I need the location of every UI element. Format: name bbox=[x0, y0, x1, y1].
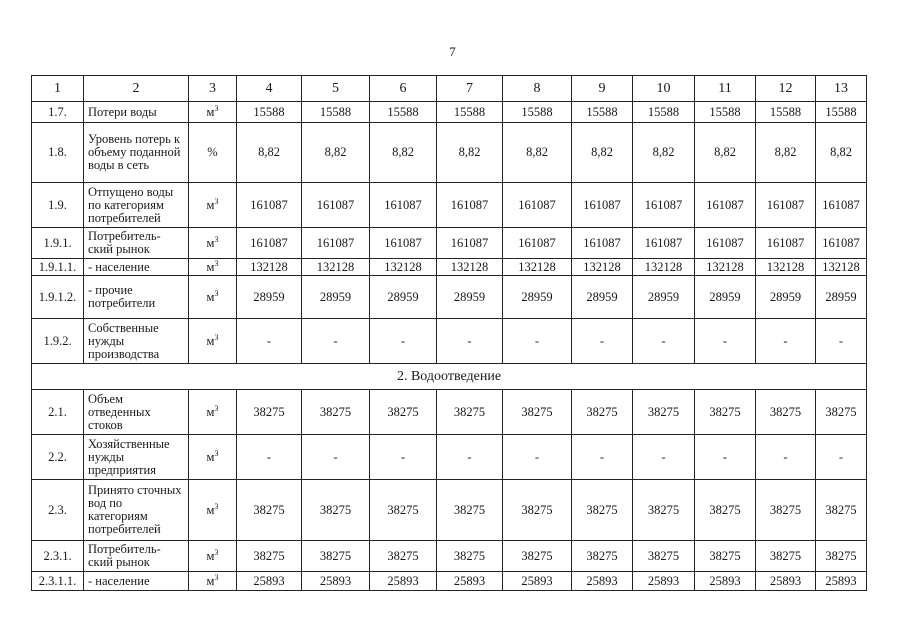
value-cell: 161087 bbox=[237, 183, 302, 228]
row-unit bbox=[189, 390, 237, 435]
value-cell: - bbox=[302, 435, 370, 480]
row-name: Отпущено воды по категориям потребителей bbox=[84, 183, 189, 228]
value-cell: 161087 bbox=[302, 228, 370, 259]
value-cell: 161087 bbox=[633, 183, 695, 228]
value-cell: 38275 bbox=[370, 390, 437, 435]
unit-text: м bbox=[206, 289, 215, 304]
value-cell: - bbox=[437, 319, 503, 364]
unit-text: м bbox=[206, 548, 215, 563]
section-row bbox=[32, 364, 867, 390]
value-cell: 38275 bbox=[572, 541, 633, 572]
value-cell: 132128 bbox=[437, 259, 503, 276]
value-cell: 8,82 bbox=[695, 123, 756, 183]
row-unit bbox=[189, 123, 237, 183]
row-number: 1.7. bbox=[32, 102, 84, 123]
table-body bbox=[32, 76, 867, 591]
value-cell: 132128 bbox=[816, 259, 867, 276]
value-cell: - bbox=[695, 435, 756, 480]
value-cell: 132128 bbox=[756, 259, 816, 276]
value-cell: 15588 bbox=[816, 102, 867, 123]
value-cell: 25893 bbox=[572, 572, 633, 591]
unit-text: % bbox=[207, 145, 218, 159]
value-cell: - bbox=[237, 319, 302, 364]
value-cell: 132128 bbox=[695, 259, 756, 276]
value-cell: 38275 bbox=[633, 390, 695, 435]
value-cell: 8,82 bbox=[572, 123, 633, 183]
value-cell: 38275 bbox=[437, 541, 503, 572]
row-number: 2.3. bbox=[32, 480, 84, 541]
value-cell: 25893 bbox=[237, 572, 302, 591]
row-name: - население bbox=[84, 259, 189, 276]
value-cell: 28959 bbox=[695, 276, 756, 319]
value-cell: 38275 bbox=[695, 390, 756, 435]
value-cell: 161087 bbox=[756, 228, 816, 259]
value-cell: 161087 bbox=[756, 183, 816, 228]
value-cell: 38275 bbox=[633, 480, 695, 541]
value-cell: 161087 bbox=[370, 183, 437, 228]
value-cell: 38275 bbox=[816, 541, 867, 572]
row-number: 1.9.2. bbox=[32, 319, 84, 364]
value-cell: 132128 bbox=[633, 259, 695, 276]
value-cell: - bbox=[302, 319, 370, 364]
value-cell: - bbox=[237, 435, 302, 480]
value-cell: 15588 bbox=[695, 102, 756, 123]
table-row bbox=[32, 390, 867, 435]
value-cell: - bbox=[816, 319, 867, 364]
value-cell: 28959 bbox=[572, 276, 633, 319]
value-cell: 161087 bbox=[633, 228, 695, 259]
column-header: 10 bbox=[633, 76, 695, 102]
value-cell: 28959 bbox=[437, 276, 503, 319]
value-cell: 38275 bbox=[503, 480, 572, 541]
value-cell: 38275 bbox=[370, 480, 437, 541]
value-cell: 38275 bbox=[302, 541, 370, 572]
unit-superscript: 3 bbox=[214, 572, 219, 582]
value-cell: 15588 bbox=[633, 102, 695, 123]
unit-superscript: 3 bbox=[214, 403, 219, 413]
value-cell: - bbox=[437, 435, 503, 480]
value-cell: 25893 bbox=[437, 572, 503, 591]
value-cell: 25893 bbox=[302, 572, 370, 591]
value-cell: 38275 bbox=[816, 480, 867, 541]
table-row bbox=[32, 228, 867, 259]
row-unit bbox=[189, 276, 237, 319]
page-number: 7 bbox=[449, 44, 456, 59]
unit-superscript: 3 bbox=[214, 547, 219, 557]
unit-text: м bbox=[206, 449, 215, 464]
value-cell: 25893 bbox=[370, 572, 437, 591]
column-header: 1 bbox=[32, 76, 84, 102]
value-cell: 28959 bbox=[370, 276, 437, 319]
row-unit bbox=[189, 480, 237, 541]
header-row bbox=[32, 76, 867, 102]
unit-text: м bbox=[206, 502, 215, 517]
value-cell: 161087 bbox=[503, 183, 572, 228]
row-name: Уровень потерь к объему поданной воды в сеть bbox=[84, 123, 189, 183]
row-name: Потери воды bbox=[84, 102, 189, 123]
value-cell: 28959 bbox=[756, 276, 816, 319]
row-number: 1.9.1.1. bbox=[32, 259, 84, 276]
unit-superscript: 3 bbox=[214, 288, 219, 298]
value-cell: 38275 bbox=[437, 390, 503, 435]
unit-superscript: 3 bbox=[214, 234, 219, 244]
value-cell: 25893 bbox=[756, 572, 816, 591]
column-header: 3 bbox=[189, 76, 237, 102]
table-row bbox=[32, 572, 867, 591]
row-number: 1.9.1. bbox=[32, 228, 84, 259]
value-cell: - bbox=[572, 319, 633, 364]
value-cell: 132128 bbox=[237, 259, 302, 276]
row-unit bbox=[189, 572, 237, 591]
value-cell: 38275 bbox=[503, 390, 572, 435]
row-name: - население bbox=[84, 572, 189, 591]
value-cell: 132128 bbox=[370, 259, 437, 276]
value-cell: 15588 bbox=[572, 102, 633, 123]
value-cell: - bbox=[756, 319, 816, 364]
value-cell: 38275 bbox=[572, 390, 633, 435]
value-cell: 25893 bbox=[503, 572, 572, 591]
column-header: 6 bbox=[370, 76, 437, 102]
value-cell: 38275 bbox=[503, 541, 572, 572]
value-cell: 161087 bbox=[695, 228, 756, 259]
row-number: 1.8. bbox=[32, 123, 84, 183]
row-name: Объем отведенных стоков bbox=[84, 390, 189, 435]
table-row bbox=[32, 276, 867, 319]
table-row bbox=[32, 480, 867, 541]
value-cell: 132128 bbox=[503, 259, 572, 276]
value-cell: 15588 bbox=[503, 102, 572, 123]
row-name: Потребитель-ский рынок bbox=[84, 228, 189, 259]
unit-text: м bbox=[206, 573, 215, 588]
value-cell: - bbox=[633, 319, 695, 364]
data-table bbox=[31, 75, 867, 591]
value-cell: 38275 bbox=[633, 541, 695, 572]
row-unit bbox=[189, 541, 237, 572]
value-cell: 38275 bbox=[437, 480, 503, 541]
table-row bbox=[32, 541, 867, 572]
row-unit bbox=[189, 102, 237, 123]
table-row bbox=[32, 183, 867, 228]
unit-text: м bbox=[206, 333, 215, 348]
value-cell: 161087 bbox=[370, 228, 437, 259]
value-cell: 28959 bbox=[816, 276, 867, 319]
value-cell: - bbox=[816, 435, 867, 480]
value-cell: 8,82 bbox=[302, 123, 370, 183]
column-header: 2 bbox=[84, 76, 189, 102]
value-cell: 132128 bbox=[572, 259, 633, 276]
value-cell: 38275 bbox=[756, 390, 816, 435]
value-cell: 15588 bbox=[437, 102, 503, 123]
value-cell: 38275 bbox=[302, 480, 370, 541]
value-cell: 38275 bbox=[756, 480, 816, 541]
value-cell: 15588 bbox=[302, 102, 370, 123]
row-number: 2.2. bbox=[32, 435, 84, 480]
unit-superscript: 3 bbox=[214, 448, 219, 458]
table-row bbox=[32, 435, 867, 480]
column-header: 4 bbox=[237, 76, 302, 102]
row-name: Принято сточных вод по категориям потребителей bbox=[84, 480, 189, 541]
value-cell: 161087 bbox=[437, 228, 503, 259]
row-name: Хозяйственные нужды предприятия bbox=[84, 435, 189, 480]
value-cell: 38275 bbox=[572, 480, 633, 541]
value-cell: 38275 bbox=[302, 390, 370, 435]
value-cell: 161087 bbox=[237, 228, 302, 259]
row-unit bbox=[189, 259, 237, 276]
table-row bbox=[32, 102, 867, 123]
row-unit bbox=[189, 183, 237, 228]
unit-text: м bbox=[206, 235, 215, 250]
value-cell: 28959 bbox=[633, 276, 695, 319]
row-unit bbox=[189, 435, 237, 480]
column-header: 13 bbox=[816, 76, 867, 102]
unit-superscript: 3 bbox=[214, 332, 219, 342]
value-cell: 25893 bbox=[695, 572, 756, 591]
column-header: 12 bbox=[756, 76, 816, 102]
unit-superscript: 3 bbox=[214, 258, 219, 268]
column-header: 7 bbox=[437, 76, 503, 102]
value-cell: 38275 bbox=[237, 390, 302, 435]
row-number: 2.1. bbox=[32, 390, 84, 435]
value-cell: 38275 bbox=[370, 541, 437, 572]
unit-text: м bbox=[206, 197, 215, 212]
row-number: 2.3.1.1. bbox=[32, 572, 84, 591]
value-cell: 15588 bbox=[370, 102, 437, 123]
value-cell: 28959 bbox=[503, 276, 572, 319]
value-cell: 161087 bbox=[816, 183, 867, 228]
row-unit bbox=[189, 228, 237, 259]
value-cell: 38275 bbox=[695, 480, 756, 541]
value-cell: 8,82 bbox=[437, 123, 503, 183]
value-cell: 25893 bbox=[633, 572, 695, 591]
value-cell: 161087 bbox=[572, 228, 633, 259]
row-number: 1.9.1.2. bbox=[32, 276, 84, 319]
value-cell: - bbox=[503, 435, 572, 480]
value-cell: 28959 bbox=[302, 276, 370, 319]
row-number: 1.9. bbox=[32, 183, 84, 228]
value-cell: 28959 bbox=[237, 276, 302, 319]
value-cell: 161087 bbox=[437, 183, 503, 228]
unit-superscript: 3 bbox=[214, 196, 219, 206]
value-cell: 161087 bbox=[572, 183, 633, 228]
value-cell: 38275 bbox=[695, 541, 756, 572]
value-cell: 38275 bbox=[756, 541, 816, 572]
value-cell: 132128 bbox=[302, 259, 370, 276]
table-row bbox=[32, 259, 867, 276]
value-cell: 161087 bbox=[503, 228, 572, 259]
value-cell: 161087 bbox=[302, 183, 370, 228]
value-cell: 38275 bbox=[237, 541, 302, 572]
value-cell: - bbox=[572, 435, 633, 480]
row-name: - прочие потребители bbox=[84, 276, 189, 319]
section-title: 2. Водоотведение bbox=[32, 364, 867, 390]
table-row bbox=[32, 123, 867, 183]
column-header: 8 bbox=[503, 76, 572, 102]
value-cell: - bbox=[503, 319, 572, 364]
value-cell: - bbox=[695, 319, 756, 364]
value-cell: 15588 bbox=[756, 102, 816, 123]
unit-text: м bbox=[206, 104, 215, 119]
table-row bbox=[32, 319, 867, 364]
unit-superscript: 3 bbox=[214, 501, 219, 511]
value-cell: 25893 bbox=[816, 572, 867, 591]
column-header: 11 bbox=[695, 76, 756, 102]
value-cell: - bbox=[370, 319, 437, 364]
row-unit bbox=[189, 319, 237, 364]
value-cell: 38275 bbox=[816, 390, 867, 435]
value-cell: - bbox=[633, 435, 695, 480]
value-cell: 8,82 bbox=[756, 123, 816, 183]
value-cell: 15588 bbox=[237, 102, 302, 123]
value-cell: 8,82 bbox=[237, 123, 302, 183]
value-cell: 8,82 bbox=[633, 123, 695, 183]
unit-superscript: 3 bbox=[214, 103, 219, 113]
column-header: 5 bbox=[302, 76, 370, 102]
value-cell: 8,82 bbox=[816, 123, 867, 183]
column-header: 9 bbox=[572, 76, 633, 102]
value-cell: - bbox=[756, 435, 816, 480]
row-name: Собственные нужды производства bbox=[84, 319, 189, 364]
value-cell: 8,82 bbox=[370, 123, 437, 183]
value-cell: 161087 bbox=[695, 183, 756, 228]
value-cell: 161087 bbox=[816, 228, 867, 259]
value-cell: 8,82 bbox=[503, 123, 572, 183]
row-name: Потребитель-ский рынок bbox=[84, 541, 189, 572]
value-cell: 38275 bbox=[237, 480, 302, 541]
unit-text: м bbox=[206, 404, 215, 419]
value-cell: - bbox=[370, 435, 437, 480]
row-number: 2.3.1. bbox=[32, 541, 84, 572]
unit-text: м bbox=[206, 259, 215, 274]
